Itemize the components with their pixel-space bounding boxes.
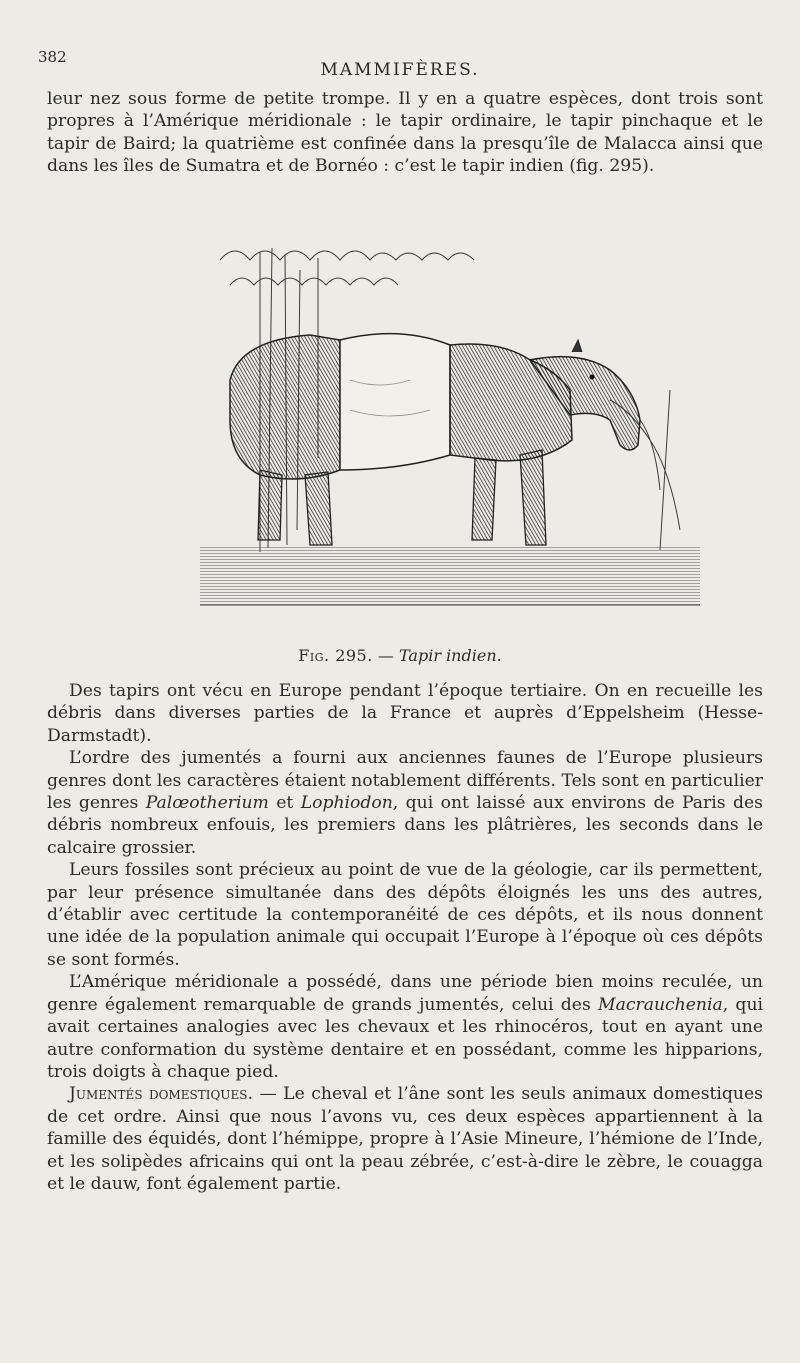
body-text [47,680,763,1195]
tapir-engraving [200,240,700,625]
p5-text: — Le cheval et l’âne sont les seuls animaux domestiques de cet ordre. Ainsi que nous l’avons vu, ces deux espèces appartiennent à la famille des équidés, dont l’hémippe, propre à l’Asie Mineure, l’hémione de l’Inde, et les solipèdes africains qui ont la peau zébrée, c’est-à-dire le zèbre, le couagga et le dauw, font également partie. [47,1084,763,1194]
figure-label: Fig. 295. [298,646,373,665]
tapir [230,334,640,545]
top-paragraph-block [47,88,763,178]
top-paragraph: leur nez sous forme de petite trompe. Il y en a quatre espèces, dont trois sont propres à l’Amérique méridionale : le tapir ordinaire, le tapir pinchaque et le tapir de Baird; la quatrième est confinée dans la presqu’île de Malacca ainsi que dans les îles de Sumatra et de Bornéo : c’est le tapir indien (fig. 295). [47,89,763,177]
genus-lophiodon: Lophiodon [300,793,393,814]
caption-separator: — [372,646,399,665]
paragraph-european-genera [47,747,763,859]
section-heading-domestic: Jumentés domestiques. [69,1084,253,1105]
figure-title: Tapir indien. [399,646,502,665]
p2-text-b: et [268,793,301,814]
paragraph-domestic-jumentes [47,1083,763,1195]
page-number: 382 [38,48,67,66]
p2-text-a: L’ordre des jumentés a fourni aux anciennes faunes de l’Europe plusieurs genres dont les caractères étaient notablement différents. Tels sont en particulier les genres [47,748,763,814]
p4-text-a: L’Amérique méridionale a possédé, dans une période bien moins reculée, un genre également remarquable de grands jumentés, celui des [47,972,763,1015]
genus-macrauchenia: Macrauchenia [598,994,723,1015]
paragraph-fossils-geology: Leurs fossiles sont précieux au point de vue de la géologie, car ils permettent, par leur présence simultanée dans des dépôts éloignés les uns des autres, d’établir avec certitude la contemporanéité de ces dépôts, et ils nous donnent une idée de la population animale qui occupait l’Europe à l’époque où ces dépôts se sont formés. [47,860,763,970]
paragraph-fossil-tapirs: Des tapirs ont vécu en Europe pendant l’époque tertiaire. On en recueille les débris dans diverses parties de la France et auprès d’Eppelsheim (Hesse-Darmstadt). [47,681,763,746]
running-head: MAMMIFÈRES. [320,60,480,80]
figure-caption [0,646,800,665]
p4-text-b: , qui avait certaines analogies avec les chevaux et les rhinocéros, tout en ayant une autre conformation du système dentaire et en possédant, comme les hipparions, trois doigts à chaque pied. [47,994,764,1082]
genus-palaeotherium: Palœotherium [145,793,269,814]
paragraph-macrauchenia [47,971,763,1083]
p2-text-c: , qui ont laissé aux environs de Paris des débris nombreux enfouis, les premiers dans les plâtrières, les seconds dans le calcaire grossier. [47,793,763,858]
ground [200,545,700,605]
